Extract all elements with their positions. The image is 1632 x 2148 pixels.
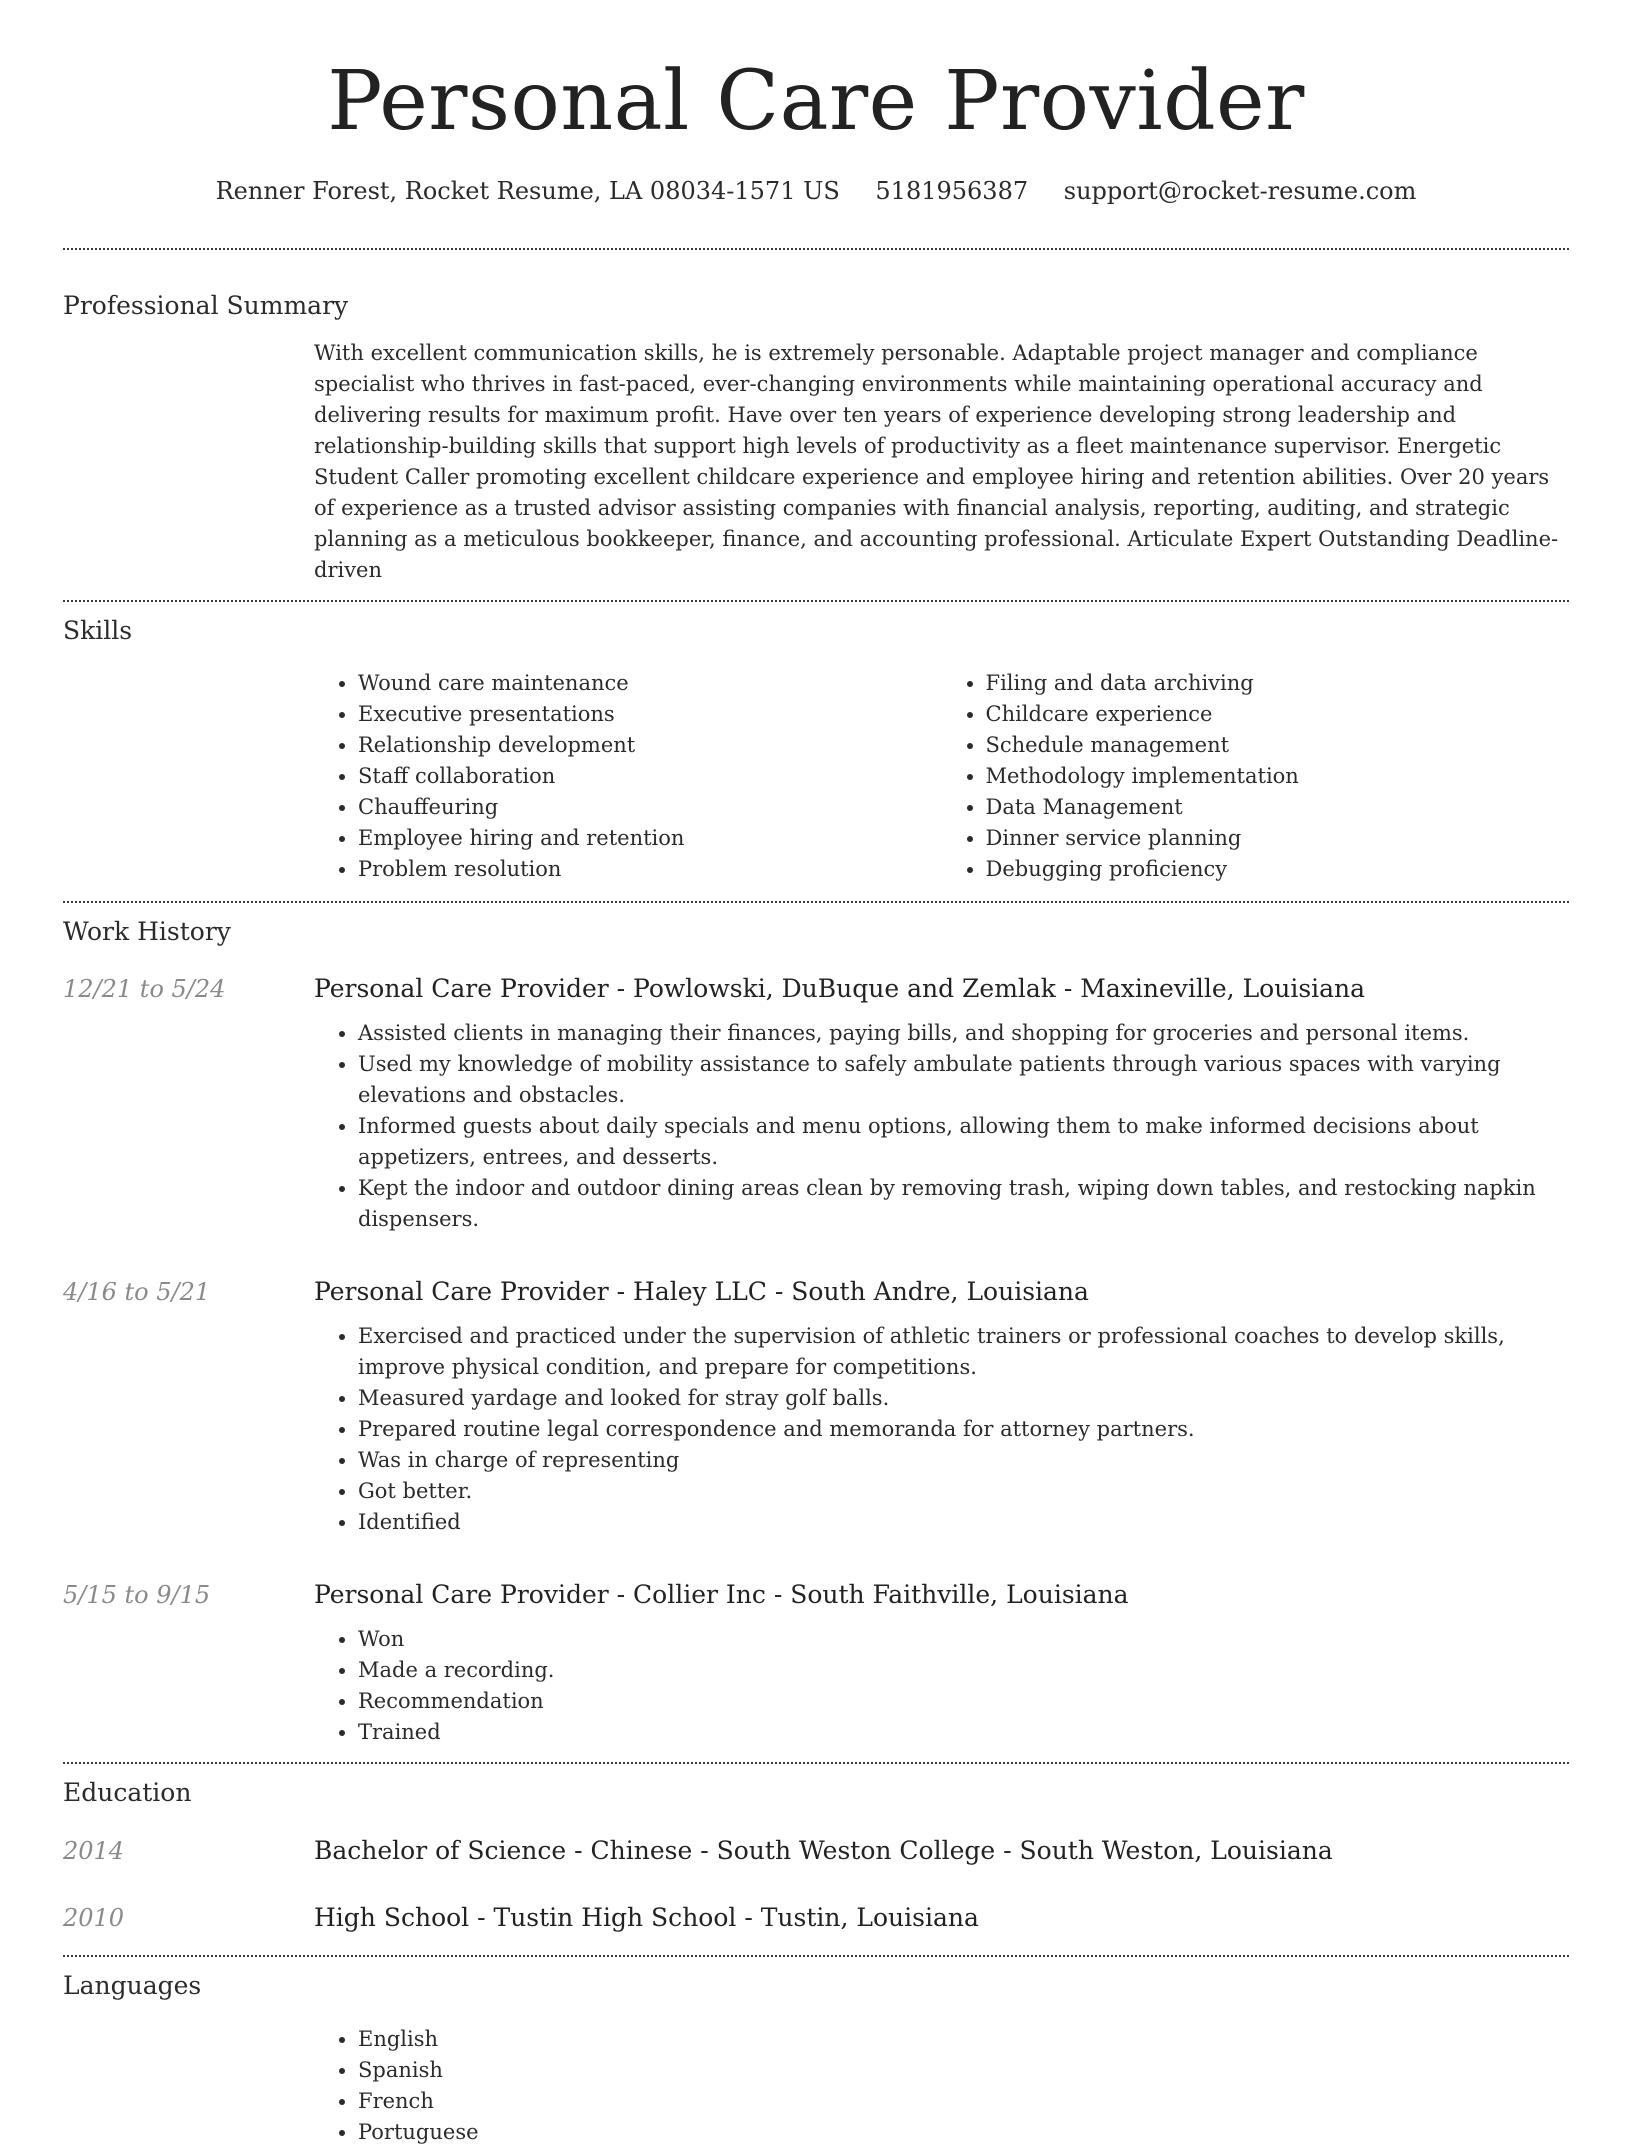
job-bullets	[314, 1018, 1569, 1235]
skills-list-left	[314, 668, 942, 885]
skill-item: • Methodology implementation	[986, 761, 1570, 792]
job-bullets	[314, 1624, 1569, 1748]
education-body	[314, 1834, 1569, 1868]
job-heading: Personal Care Provider - Haley LLC - South Andre, Louisiana	[314, 1277, 1089, 1306]
job-bullet: • Measured yardage and looked for stray golf balls.	[358, 1383, 1569, 1414]
language-item: • Spanish	[358, 2055, 1569, 2086]
summary-text: With excellent communication skills, he is extremely personable. Adaptable project manager and compliance specialist who thrives in fast-paced, ever-changing environments while maintaining operational accuracy and delivering results for maximum profit. Have over ten years of experience developing strong leadership and relationship-building skills that support high levels of productivity as a fleet maintenance supervisor. Energetic Student Caller promoting excellent childcare experience and employee hiring and retention abilities. Over 20 years of experience as a trusted advisor assisting companies with financial analysis, reporting, auditing, and strategic planning as a meticulous bookkeeper, finance, and accounting professional. Articulate Expert Outstanding Deadline-driven	[314, 341, 1559, 582]
skill-item: • Staff collaboration	[358, 761, 942, 792]
job-bullet: • Recommendation	[358, 1686, 1569, 1717]
education-heading: Bachelor of Science - Chinese - South Weston College - South Weston, Louisiana	[314, 1836, 1333, 1865]
skills-title: Skills	[63, 616, 133, 645]
job-dates: 4/16 to 5/21	[63, 1278, 211, 1306]
job-bullet: • Trained	[358, 1717, 1569, 1748]
work-section	[63, 903, 1569, 1748]
education-heading: High School - Tustin High School - Tustin, Louisiana	[314, 1903, 979, 1932]
job-bullet: • Was in charge of representing	[358, 1445, 1569, 1476]
skills-list-right	[942, 668, 1570, 885]
job-bullets	[314, 1321, 1569, 1538]
job-bullet: • Got better.	[358, 1476, 1569, 1507]
education-section	[63, 1764, 1569, 1935]
education-entry	[63, 1834, 1569, 1868]
language-item: • Portuguese	[358, 2117, 1569, 2148]
education-body	[314, 1901, 1569, 1935]
job-bullet: • Kept the indoor and outdoor dining areas clean by removing trash, wiping down tables, and restocking napkin dispensers.	[358, 1173, 1569, 1235]
contact-address: Renner Forest, Rocket Resume, LA 08034-1571 US	[215, 177, 840, 205]
skill-item: • Chauffeuring	[358, 792, 942, 823]
skill-item: • Data Management	[986, 792, 1570, 823]
job-heading: Personal Care Provider - Collier Inc - South Faithville, Louisiana	[314, 1580, 1129, 1609]
skill-item: • Childcare experience	[986, 699, 1570, 730]
skill-item: • Executive presentations	[358, 699, 942, 730]
skill-item: • Debugging proficiency	[986, 854, 1570, 885]
contact-phone: 5181956387	[875, 177, 1029, 205]
job-bullet: • Assisted clients in managing their finances, paying bills, and shopping for groceries and personal items.	[358, 1018, 1569, 1049]
job-bullet: • Informed guests about daily specials and menu options, allowing them to make informed decisions about appetizers, entrees, and desserts.	[358, 1111, 1569, 1173]
job-bullet: • Identified	[358, 1507, 1569, 1538]
job-bullet: • Exercised and practiced under the supervision of athletic trainers or professional coaches to develop skills, improve physical condition, and prepare for competitions.	[358, 1321, 1569, 1383]
summary-section	[63, 250, 1569, 586]
language-item: • French	[358, 2086, 1569, 2117]
job-body	[314, 1275, 1569, 1538]
summary-content	[314, 338, 1569, 586]
languages-list	[314, 2024, 1569, 2148]
job-entry	[63, 1578, 1569, 1748]
job-bullet: • Won	[358, 1624, 1569, 1655]
skill-item: • Schedule management	[986, 730, 1570, 761]
job-dates: 5/15 to 9/15	[63, 1581, 211, 1609]
job-dates: 12/21 to 5/24	[63, 975, 226, 1003]
education-year: 2010	[63, 1904, 125, 1932]
resume-name: Personal Care Provider	[327, 54, 1305, 149]
contact-line	[63, 174, 1569, 208]
skill-item: • Wound care maintenance	[358, 668, 942, 699]
job-bullet: • Made a recording.	[358, 1655, 1569, 1686]
skill-item: • Problem resolution	[358, 854, 942, 885]
skills-section	[63, 602, 1569, 885]
job-entry	[63, 1275, 1569, 1538]
job-heading: Personal Care Provider - Powlowski, DuBuque and Zemlak - Maxineville, Louisiana	[314, 974, 1366, 1003]
work-title: Work History	[63, 917, 231, 946]
job-bullet: • Used my knowledge of mobility assistance to safely ambulate patients through various spaces with varying elevations and obstacles.	[358, 1049, 1569, 1111]
skill-item: • Dinner service planning	[986, 823, 1570, 854]
job-body	[314, 972, 1569, 1235]
education-year: 2014	[63, 1837, 125, 1865]
job-entry	[63, 972, 1569, 1235]
education-title: Education	[63, 1778, 192, 1807]
skill-item: • Employee hiring and retention	[358, 823, 942, 854]
skill-item: • Filing and data archiving	[986, 668, 1570, 699]
summary-title: Professional Summary	[63, 291, 349, 320]
contact-email: support@rocket-resume.com	[1063, 177, 1417, 205]
skill-item: • Relationship development	[358, 730, 942, 761]
skills-columns	[314, 668, 1569, 885]
languages-title: Languages	[63, 1971, 202, 2000]
languages-content	[314, 2024, 1569, 2148]
job-bullet: • Prepared routine legal correspondence and memoranda for attorney partners.	[358, 1414, 1569, 1445]
job-body	[314, 1578, 1569, 1748]
language-item: • English	[358, 2024, 1569, 2055]
languages-section	[63, 1957, 1569, 2148]
education-entry	[63, 1901, 1569, 1935]
